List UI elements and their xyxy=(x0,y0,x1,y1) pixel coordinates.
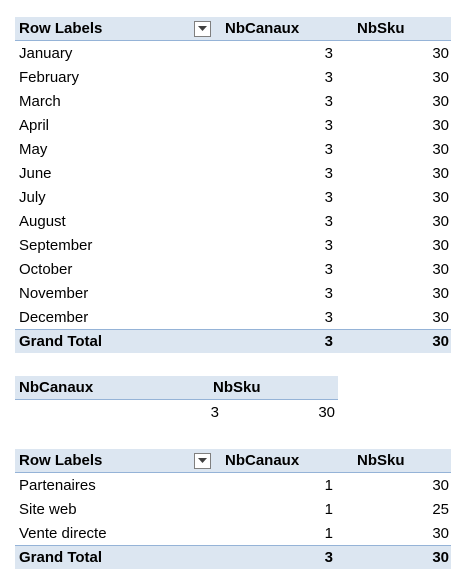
nbcanaux-value: 1 xyxy=(324,500,333,518)
grand-total-nbsku: 30 xyxy=(432,549,449,566)
nbcanaux-value: 3 xyxy=(324,260,333,278)
nbcanaux-value: 3 xyxy=(324,68,333,86)
nbcanaux-value: 3 xyxy=(324,164,333,182)
grand-total-nbcanaux: 3 xyxy=(324,549,333,566)
nbsku-header[interactable]: NbSku xyxy=(357,20,405,37)
pivot-table-months xyxy=(15,17,451,353)
summary-values-row[interactable] xyxy=(15,400,338,424)
nbcanaux-header[interactable]: NbCanaux xyxy=(225,452,300,469)
pivot-body xyxy=(15,473,451,545)
nbsku-header[interactable]: NbSku xyxy=(357,452,405,469)
row-label: Partenaires xyxy=(19,476,96,494)
table-row[interactable] xyxy=(15,65,451,89)
table-row[interactable] xyxy=(15,89,451,113)
table-row[interactable] xyxy=(15,521,451,545)
nbsku-value: 30 xyxy=(432,164,449,182)
pivot-header-row xyxy=(15,449,451,473)
row-label: Site web xyxy=(19,500,77,518)
table-row[interactable] xyxy=(15,305,451,329)
nbcanaux-header[interactable]: NbCanaux xyxy=(19,379,94,396)
nbcanaux-value: 3 xyxy=(324,236,333,254)
nbcanaux-value: 3 xyxy=(210,403,219,421)
nbcanaux-value: 3 xyxy=(324,92,333,110)
nbcanaux-value: 3 xyxy=(324,116,333,134)
pivot-header-row xyxy=(15,17,451,41)
row-label: July xyxy=(19,188,46,206)
nbsku-value: 30 xyxy=(432,284,449,302)
row-label: January xyxy=(19,44,73,62)
grand-total-label: Grand Total xyxy=(19,549,103,566)
nbsku-value: 30 xyxy=(432,116,449,134)
grand-total-label: Grand Total xyxy=(19,333,103,350)
grand-total-row[interactable] xyxy=(15,545,451,569)
nbcanaux-header[interactable]: NbCanaux xyxy=(225,20,300,37)
dropdown-arrow-icon xyxy=(198,458,207,463)
table-row[interactable] xyxy=(15,113,451,137)
row-label: May xyxy=(19,140,48,158)
table-row[interactable] xyxy=(15,161,451,185)
pivot-body xyxy=(15,41,451,329)
nbsku-value: 30 xyxy=(432,236,449,254)
table-row[interactable] xyxy=(15,281,451,305)
nbcanaux-value: 3 xyxy=(324,212,333,230)
pivot-table-summary xyxy=(15,376,338,424)
row-labels-header-text: Row Labels xyxy=(19,452,103,469)
row-label: September xyxy=(19,236,93,254)
table-row[interactable] xyxy=(15,497,451,521)
table-row[interactable] xyxy=(15,257,451,281)
table-row[interactable] xyxy=(15,185,451,209)
nbsku-value: 30 xyxy=(432,524,449,542)
row-label: June xyxy=(19,164,52,182)
row-label: April xyxy=(19,116,50,134)
nbsku-value: 30 xyxy=(432,92,449,110)
table-row[interactable] xyxy=(15,137,451,161)
nbsku-value: 30 xyxy=(432,476,449,494)
nbsku-value: 30 xyxy=(432,140,449,158)
row-label: February xyxy=(19,68,80,86)
nbsku-header[interactable]: NbSku xyxy=(213,379,261,396)
nbsku-value: 30 xyxy=(432,188,449,206)
nbcanaux-value: 3 xyxy=(324,308,333,326)
nbsku-value: 30 xyxy=(432,212,449,230)
row-label: October xyxy=(19,260,73,278)
row-labels-header[interactable] xyxy=(15,20,213,37)
nbcanaux-value: 1 xyxy=(324,524,333,542)
row-labels-header[interactable] xyxy=(15,452,213,469)
nbsku-value: 25 xyxy=(432,500,449,518)
nbsku-value: 30 xyxy=(432,44,449,62)
row-label: March xyxy=(19,92,61,110)
nbcanaux-value: 3 xyxy=(324,188,333,206)
grand-total-row[interactable] xyxy=(15,329,451,353)
nbcanaux-value: 3 xyxy=(324,44,333,62)
filter-dropdown-button[interactable] xyxy=(194,21,211,37)
nbsku-value: 30 xyxy=(432,260,449,278)
table-row[interactable] xyxy=(15,233,451,257)
row-labels-header-text: Row Labels xyxy=(19,20,103,37)
nbsku-value: 30 xyxy=(432,308,449,326)
grand-total-nbsku: 30 xyxy=(432,333,449,350)
nbcanaux-value: 1 xyxy=(324,476,333,494)
nbcanaux-value: 3 xyxy=(324,284,333,302)
table-row[interactable] xyxy=(15,473,451,497)
grand-total-nbcanaux: 3 xyxy=(324,333,333,350)
dropdown-arrow-icon xyxy=(198,26,207,31)
pivot-table-channels xyxy=(15,449,451,569)
row-label: Vente directe xyxy=(19,524,107,542)
row-label: December xyxy=(19,308,89,326)
table-row[interactable] xyxy=(15,209,451,233)
nbsku-value: 30 xyxy=(432,68,449,86)
nbcanaux-value: 3 xyxy=(324,140,333,158)
table-row[interactable] xyxy=(15,41,451,65)
row-label: August xyxy=(19,212,66,230)
row-label: November xyxy=(19,284,89,302)
summary-header-row xyxy=(15,376,338,400)
nbsku-value: 30 xyxy=(318,403,335,421)
filter-dropdown-button[interactable] xyxy=(194,453,211,469)
